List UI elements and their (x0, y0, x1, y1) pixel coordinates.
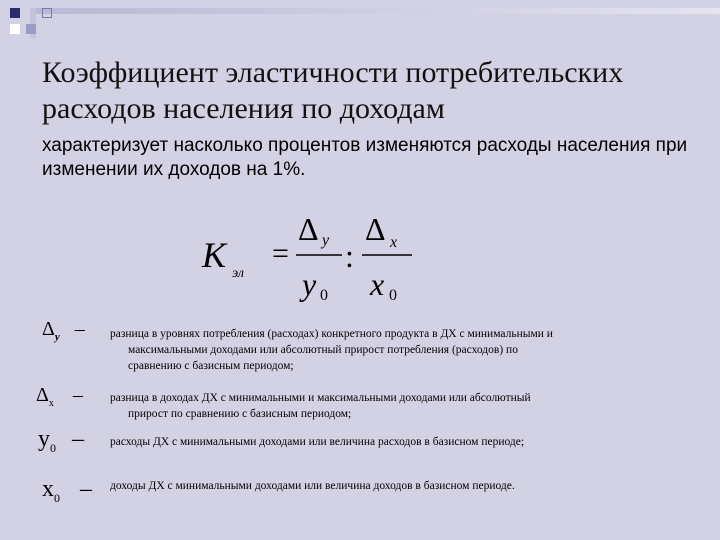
decor-square-outline (42, 8, 52, 18)
def-x0-sub: 0 (54, 490, 60, 505)
top-decor-bar (30, 8, 720, 14)
def-y0-text (110, 434, 670, 450)
elasticity-formula (200, 205, 440, 310)
def-x0-glyph: x (42, 476, 54, 502)
def-delta-x-dash: – (72, 384, 83, 406)
def-delta-y-line2: максимальными доходами или абсолютный прирост потребления (расходов) по (128, 344, 518, 356)
decor-square-mid (26, 24, 36, 34)
def-x0-dash: – (80, 476, 92, 502)
def-delta-x-line1: разница в доходах ДХ с минимальными и максимальными доходами или абсолютный (110, 392, 531, 404)
denominator-x-sub: 0 (389, 287, 397, 304)
formula-k: K (202, 235, 227, 275)
slide-subtitle: характеризует насколько процентов изменяются расходы населения при изменении их доходов на 1%. (42, 135, 688, 180)
def-delta-y-glyph: Δ (42, 318, 55, 340)
def-delta-y-line1: разница в уровнях потребления (расходах) конкретного продукта в ДХ с минимальными и (110, 328, 553, 340)
denominator-y: y (302, 266, 317, 302)
formula-k-sub: эл (232, 266, 244, 281)
def-delta-y-line3: сравнению с базисным периодом; (128, 360, 294, 372)
decor-square-dark (10, 8, 20, 18)
def-delta-x-symbol (36, 384, 83, 409)
numerator-delta-x: Δ (365, 211, 386, 247)
def-delta-x-glyph: Δ (36, 384, 49, 406)
def-y0-line1: расходы ДХ с минимальными доходами или величина расходов в базисном периоде; (110, 436, 525, 448)
formula-equals: = (272, 237, 289, 270)
def-delta-x-line2: прирост по сравнению с базисным периодом; (128, 408, 352, 420)
def-delta-y-symbol (42, 318, 85, 343)
def-delta-y-text (110, 326, 670, 374)
def-x0-symbol (42, 476, 92, 506)
def-delta-y-dash: – (74, 318, 85, 340)
def-x0-line1: доходы ДХ с минимальными доходами или величина доходов в базисном периоде. (110, 480, 515, 492)
formula-colon: : (345, 238, 354, 274)
numerator-delta-y: Δ (298, 211, 319, 247)
def-y0-sub: 0 (50, 440, 56, 455)
def-delta-x-text (110, 390, 670, 422)
denominator-x: x (370, 266, 385, 302)
numerator-delta-y-sub: y (322, 232, 330, 249)
slide-title: Коэффициент эластичности потребительских расходов населения по доходам (42, 56, 624, 125)
decor-square-light (10, 24, 20, 34)
def-delta-x-sub: x (48, 398, 54, 409)
denominator-y-sub: 0 (320, 287, 328, 304)
def-y0-dash: – (72, 426, 84, 452)
def-y0-glyph: y (38, 426, 50, 452)
def-delta-y-sub: y (54, 331, 60, 343)
def-x0-text (110, 478, 670, 494)
numerator-delta-x-sub: x (390, 234, 398, 251)
def-y0-symbol (38, 426, 84, 456)
